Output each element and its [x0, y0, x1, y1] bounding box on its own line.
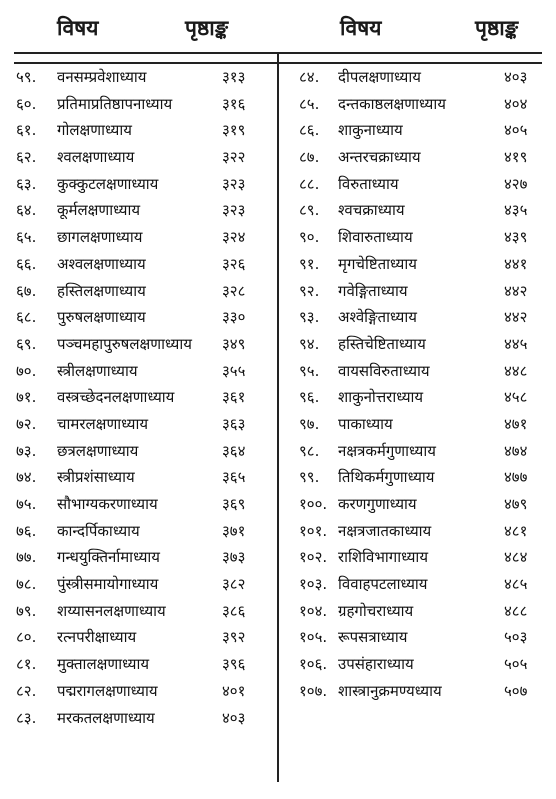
- entry-number: ८८.: [299, 174, 320, 193]
- entry-title: गवेङ्गिताध्याय: [338, 281, 408, 300]
- entry-number: ६५.: [16, 228, 37, 247]
- entry-number: १०५.: [299, 628, 328, 647]
- entry-title: छागलक्षणाध्याय: [57, 228, 143, 247]
- entry-number: ९९.: [299, 468, 320, 487]
- entry-number: ७६.: [16, 521, 37, 540]
- toc-entry: [282, 571, 556, 598]
- toc-entry: [0, 358, 276, 385]
- toc-entry: [282, 651, 556, 678]
- entry-title: विरुताध्याय: [338, 174, 399, 193]
- entry-page: ४०३: [504, 68, 528, 86]
- entry-page: ३६१: [222, 388, 246, 407]
- entry-title: तिथिकर्मगुणाध्याय: [338, 468, 435, 487]
- entry-title: गन्धयुक्तिर्नामाध्याय: [57, 548, 160, 567]
- entry-title: गोलक्षणाध्याय: [57, 121, 132, 140]
- toc-entry: [282, 331, 556, 358]
- header-right: [287, 14, 556, 44]
- entry-page: ३१९: [222, 121, 246, 140]
- entry-number: ८२.: [16, 681, 37, 700]
- toc-entry: [0, 117, 276, 144]
- entry-number: ९८.: [299, 441, 320, 460]
- entry-number: ७३.: [16, 441, 37, 460]
- toc-entry: [0, 411, 276, 438]
- entry-title: प्रतिमाप्रतिष्ठापनाध्याय: [57, 94, 173, 113]
- toc-entry: [282, 411, 556, 438]
- toc-entry: [0, 197, 276, 224]
- entry-title: हस्तिलक्षणाध्याय: [57, 281, 146, 300]
- entry-number: ७४.: [16, 468, 37, 487]
- entry-page: ३३०: [222, 308, 246, 327]
- entry-number: १०४.: [299, 601, 328, 620]
- entry-title: अन्तरचक्राध्याय: [338, 148, 421, 167]
- entry-number: ६८.: [16, 308, 37, 327]
- entry-page: ४७७: [504, 468, 528, 487]
- toc-entry: [0, 598, 276, 625]
- entry-number: १००.: [299, 495, 328, 513]
- entry-page: ४८१: [504, 521, 528, 540]
- page-heading: पृष्ठाङ्क: [185, 16, 229, 40]
- entry-title: दीपलक्षणाध्याय: [338, 68, 421, 86]
- entry-page: ३२८: [222, 281, 246, 300]
- entry-number: ६१.: [16, 121, 37, 140]
- entry-page: ३६४: [222, 441, 246, 460]
- subject-heading: विषय: [340, 16, 382, 40]
- entry-title: शाकुनाध्याय: [338, 121, 403, 140]
- entry-title: मरकतलक्षणाध्याय: [57, 708, 155, 727]
- entry-title: शय्यासनलक्षणाध्याय: [57, 601, 166, 620]
- entry-page: ३५५: [222, 361, 246, 380]
- entry-title: चामरलक्षणाध्याय: [57, 414, 149, 433]
- entry-title: रूपसत्राध्याय: [338, 628, 408, 647]
- entry-page: ३७३: [222, 548, 246, 567]
- toc-entry: [282, 197, 556, 224]
- entry-number: ७५.: [16, 495, 37, 513]
- entry-page: ४४२: [504, 308, 528, 327]
- toc-entry: [282, 384, 556, 411]
- entry-title: अश्वेङ्गिताध्याय: [338, 308, 417, 327]
- entry-page: ४७४: [504, 441, 528, 460]
- entry-number: ६६.: [16, 254, 37, 273]
- entry-page: ४४५: [504, 334, 528, 353]
- entry-title: मृगचेष्टिताध्याय: [338, 254, 417, 273]
- entry-number: ८९.: [299, 201, 320, 220]
- entry-title: वनसम्प्रवेशाध्याय: [57, 68, 147, 86]
- toc-entry: [0, 144, 276, 171]
- entry-title: स्त्रीलक्षणाध्याय: [57, 361, 138, 380]
- entry-number: ६०.: [16, 94, 37, 113]
- entry-number: ८४.: [299, 68, 320, 86]
- column-divider: [277, 52, 279, 782]
- entry-number: ७०.: [16, 361, 37, 380]
- entry-page: ३२३: [222, 174, 246, 193]
- entry-page: ४५८: [504, 388, 528, 407]
- entry-number: ५९.: [16, 68, 37, 86]
- toc-entry: [282, 304, 556, 331]
- entry-title: रत्नपरीक्षाध्याय: [57, 628, 137, 647]
- entry-page: ४४१: [504, 254, 528, 273]
- toc-entry: [282, 144, 556, 171]
- entry-title: पाकाध्याय: [338, 414, 393, 433]
- entry-page: ३९२: [222, 628, 246, 647]
- entry-title: शाकुनोत्तराध्याय: [338, 388, 424, 407]
- entry-title: विवाहपटलाध्याय: [338, 575, 428, 594]
- entry-title: सौभाग्यकरणाध्याय: [57, 495, 158, 513]
- toc-entry: [282, 544, 556, 571]
- entry-page: ४३९: [504, 228, 528, 247]
- header-left: [0, 14, 270, 44]
- toc-entry: [282, 678, 556, 705]
- entry-title: दन्तकाष्ठलक्षणाध्याय: [338, 94, 446, 113]
- toc-entry: [282, 464, 556, 491]
- entry-page: ४८४: [504, 548, 528, 567]
- entry-title: शिवारुताध्याय: [338, 228, 413, 247]
- toc-entry: [0, 464, 276, 491]
- entry-number: ८६.: [299, 121, 320, 140]
- entry-title: नक्षत्रजातकाध्याय: [338, 521, 432, 540]
- entry-page: ४८५: [504, 575, 528, 594]
- subject-heading: विषय: [57, 16, 99, 40]
- entry-page: ३६५: [222, 468, 246, 487]
- entry-number: ८७.: [299, 148, 320, 167]
- toc-entry: [0, 705, 276, 732]
- entry-number: ६९.: [16, 334, 37, 353]
- entry-number: ६३.: [16, 174, 37, 193]
- entry-page: ३६९: [222, 495, 246, 513]
- entry-page: ३२४: [222, 228, 246, 247]
- entry-page: ४०१: [222, 681, 246, 700]
- entry-page: ५०३: [504, 628, 528, 647]
- toc-entry: [0, 678, 276, 705]
- entry-number: ७१.: [16, 388, 37, 407]
- toc-entry: [0, 651, 276, 678]
- entry-number: १०१.: [299, 521, 328, 540]
- entry-page: ३२२: [222, 148, 246, 167]
- entry-title: राशिविभागाध्याय: [338, 548, 429, 567]
- entry-title: छत्रलक्षणाध्याय: [57, 441, 139, 460]
- entry-title: करणगुणाध्याय: [338, 495, 417, 513]
- entry-number: ८५.: [299, 94, 320, 113]
- entry-title: वस्त्रच्छेदनलक्षणाध्याय: [57, 388, 175, 407]
- entry-number: ६७.: [16, 281, 37, 300]
- entry-page: ४०३: [222, 708, 246, 727]
- entry-title: श्वलक्षणाध्याय: [57, 148, 135, 167]
- page-heading: पृष्ठाङ्क: [475, 16, 519, 40]
- entry-page: ३४९: [222, 334, 246, 353]
- toc-column-right: [282, 64, 556, 705]
- toc-entry: [0, 278, 276, 305]
- entry-title: अश्वलक्षणाध्याय: [57, 254, 146, 273]
- entry-number: १०२.: [299, 548, 328, 567]
- toc-entry: [0, 571, 276, 598]
- entry-page: ४१९: [504, 148, 528, 167]
- entry-title: पद्मरागलक्षणाध्याय: [57, 681, 158, 700]
- entry-title: ग्रहगोचराध्याय: [338, 601, 414, 620]
- toc-entry: [0, 384, 276, 411]
- entry-number: ९५.: [299, 361, 320, 380]
- entry-number: ७८.: [16, 575, 37, 594]
- toc-entry: [282, 598, 556, 625]
- toc-entry: [282, 64, 556, 91]
- entry-page: ३६३: [222, 414, 246, 433]
- toc-entry: [282, 91, 556, 118]
- toc-entry: [0, 64, 276, 91]
- entry-page: ४०४: [504, 94, 528, 113]
- entry-title: हस्तिचेष्टिताध्याय: [338, 334, 426, 353]
- toc-entry: [0, 304, 276, 331]
- toc-entry: [0, 438, 276, 465]
- entry-page: ३७१: [222, 521, 246, 540]
- entry-page: ३१३: [222, 68, 246, 86]
- toc-entry: [0, 251, 276, 278]
- entry-page: ४४८: [504, 361, 528, 380]
- entry-number: ७७.: [16, 548, 37, 567]
- entry-page: ४२७: [504, 174, 528, 193]
- entry-number: ९६.: [299, 388, 320, 407]
- entry-page: ३९६: [222, 655, 246, 674]
- entry-page: ३८६: [222, 601, 246, 620]
- entry-title: पुंस्त्रीसमायोगाध्याय: [57, 575, 159, 594]
- toc-entry: [282, 117, 556, 144]
- toc-entry: [0, 491, 276, 518]
- toc-column-left: [0, 64, 276, 731]
- entry-number: ९७.: [299, 414, 320, 433]
- toc-entry: [0, 224, 276, 251]
- toc-entry: [282, 624, 556, 651]
- entry-number: ९१.: [299, 254, 320, 273]
- entry-page: ५०५: [504, 655, 528, 674]
- toc-entry: [282, 171, 556, 198]
- toc-entry: [282, 491, 556, 518]
- entry-title: शास्त्रानुक्रमण्यध्याय: [338, 681, 442, 700]
- entry-title: उपसंहाराध्याय: [338, 655, 414, 674]
- entry-page: ४४२: [504, 281, 528, 300]
- entry-title: पुरुषलक्षणाध्याय: [57, 308, 146, 327]
- entry-title: स्त्रीप्रशंसाध्याय: [57, 468, 135, 487]
- entry-number: ८३.: [16, 708, 37, 727]
- toc-entry: [0, 331, 276, 358]
- entry-title: पञ्चमहापुरुषलक्षणाध्याय: [57, 334, 192, 353]
- entry-number: ९३.: [299, 308, 320, 327]
- entry-page: ४७१: [504, 414, 528, 433]
- toc-entry: [0, 171, 276, 198]
- toc-entry: [0, 624, 276, 651]
- entry-number: ९४.: [299, 334, 320, 353]
- entry-number: ९०.: [299, 228, 320, 247]
- toc-entry: [282, 358, 556, 385]
- entry-page: ३२३: [222, 201, 246, 220]
- entry-page: ४०५: [504, 121, 528, 140]
- entry-title: मुक्तालक्षणाध्याय: [57, 655, 150, 674]
- toc-entry: [282, 224, 556, 251]
- entry-number: १०३.: [299, 575, 328, 594]
- entry-page: ४३५: [504, 201, 528, 220]
- entry-page: ३८२: [222, 575, 246, 594]
- toc-entry: [282, 518, 556, 545]
- entry-number: ६४.: [16, 201, 37, 220]
- entry-title: कूर्मलक्षणाध्याय: [57, 201, 141, 220]
- entry-number: ८०.: [16, 628, 37, 647]
- toc-entry: [282, 438, 556, 465]
- entry-page: ५०७: [504, 681, 528, 700]
- entry-title: कुक्कुटलक्षणाध्याय: [57, 174, 159, 193]
- toc-entry: [0, 91, 276, 118]
- entry-number: ८१.: [16, 655, 37, 674]
- entry-number: १०६.: [299, 655, 328, 674]
- toc-entry: [282, 251, 556, 278]
- entry-number: १०७.: [299, 681, 328, 700]
- entry-page: ४७९: [504, 495, 528, 513]
- entry-number: ७९.: [16, 601, 37, 620]
- entry-number: ७२.: [16, 414, 37, 433]
- toc-entry: [0, 518, 276, 545]
- entry-page: ३२६: [222, 254, 246, 273]
- entry-number: ६२.: [16, 148, 37, 167]
- entry-page: ३१६: [222, 94, 246, 113]
- entry-title: वायसविरुताध्याय: [338, 361, 430, 380]
- entry-number: ९२.: [299, 281, 320, 300]
- entry-title: कान्दर्पिकाध्याय: [57, 521, 140, 540]
- entry-page: ४८८: [504, 601, 528, 620]
- entry-title: नक्षत्रकर्मगुणाध्याय: [338, 441, 436, 460]
- toc-entry: [0, 544, 276, 571]
- entry-title: श्वचक्राध्याय: [338, 201, 405, 220]
- toc-entry: [282, 278, 556, 305]
